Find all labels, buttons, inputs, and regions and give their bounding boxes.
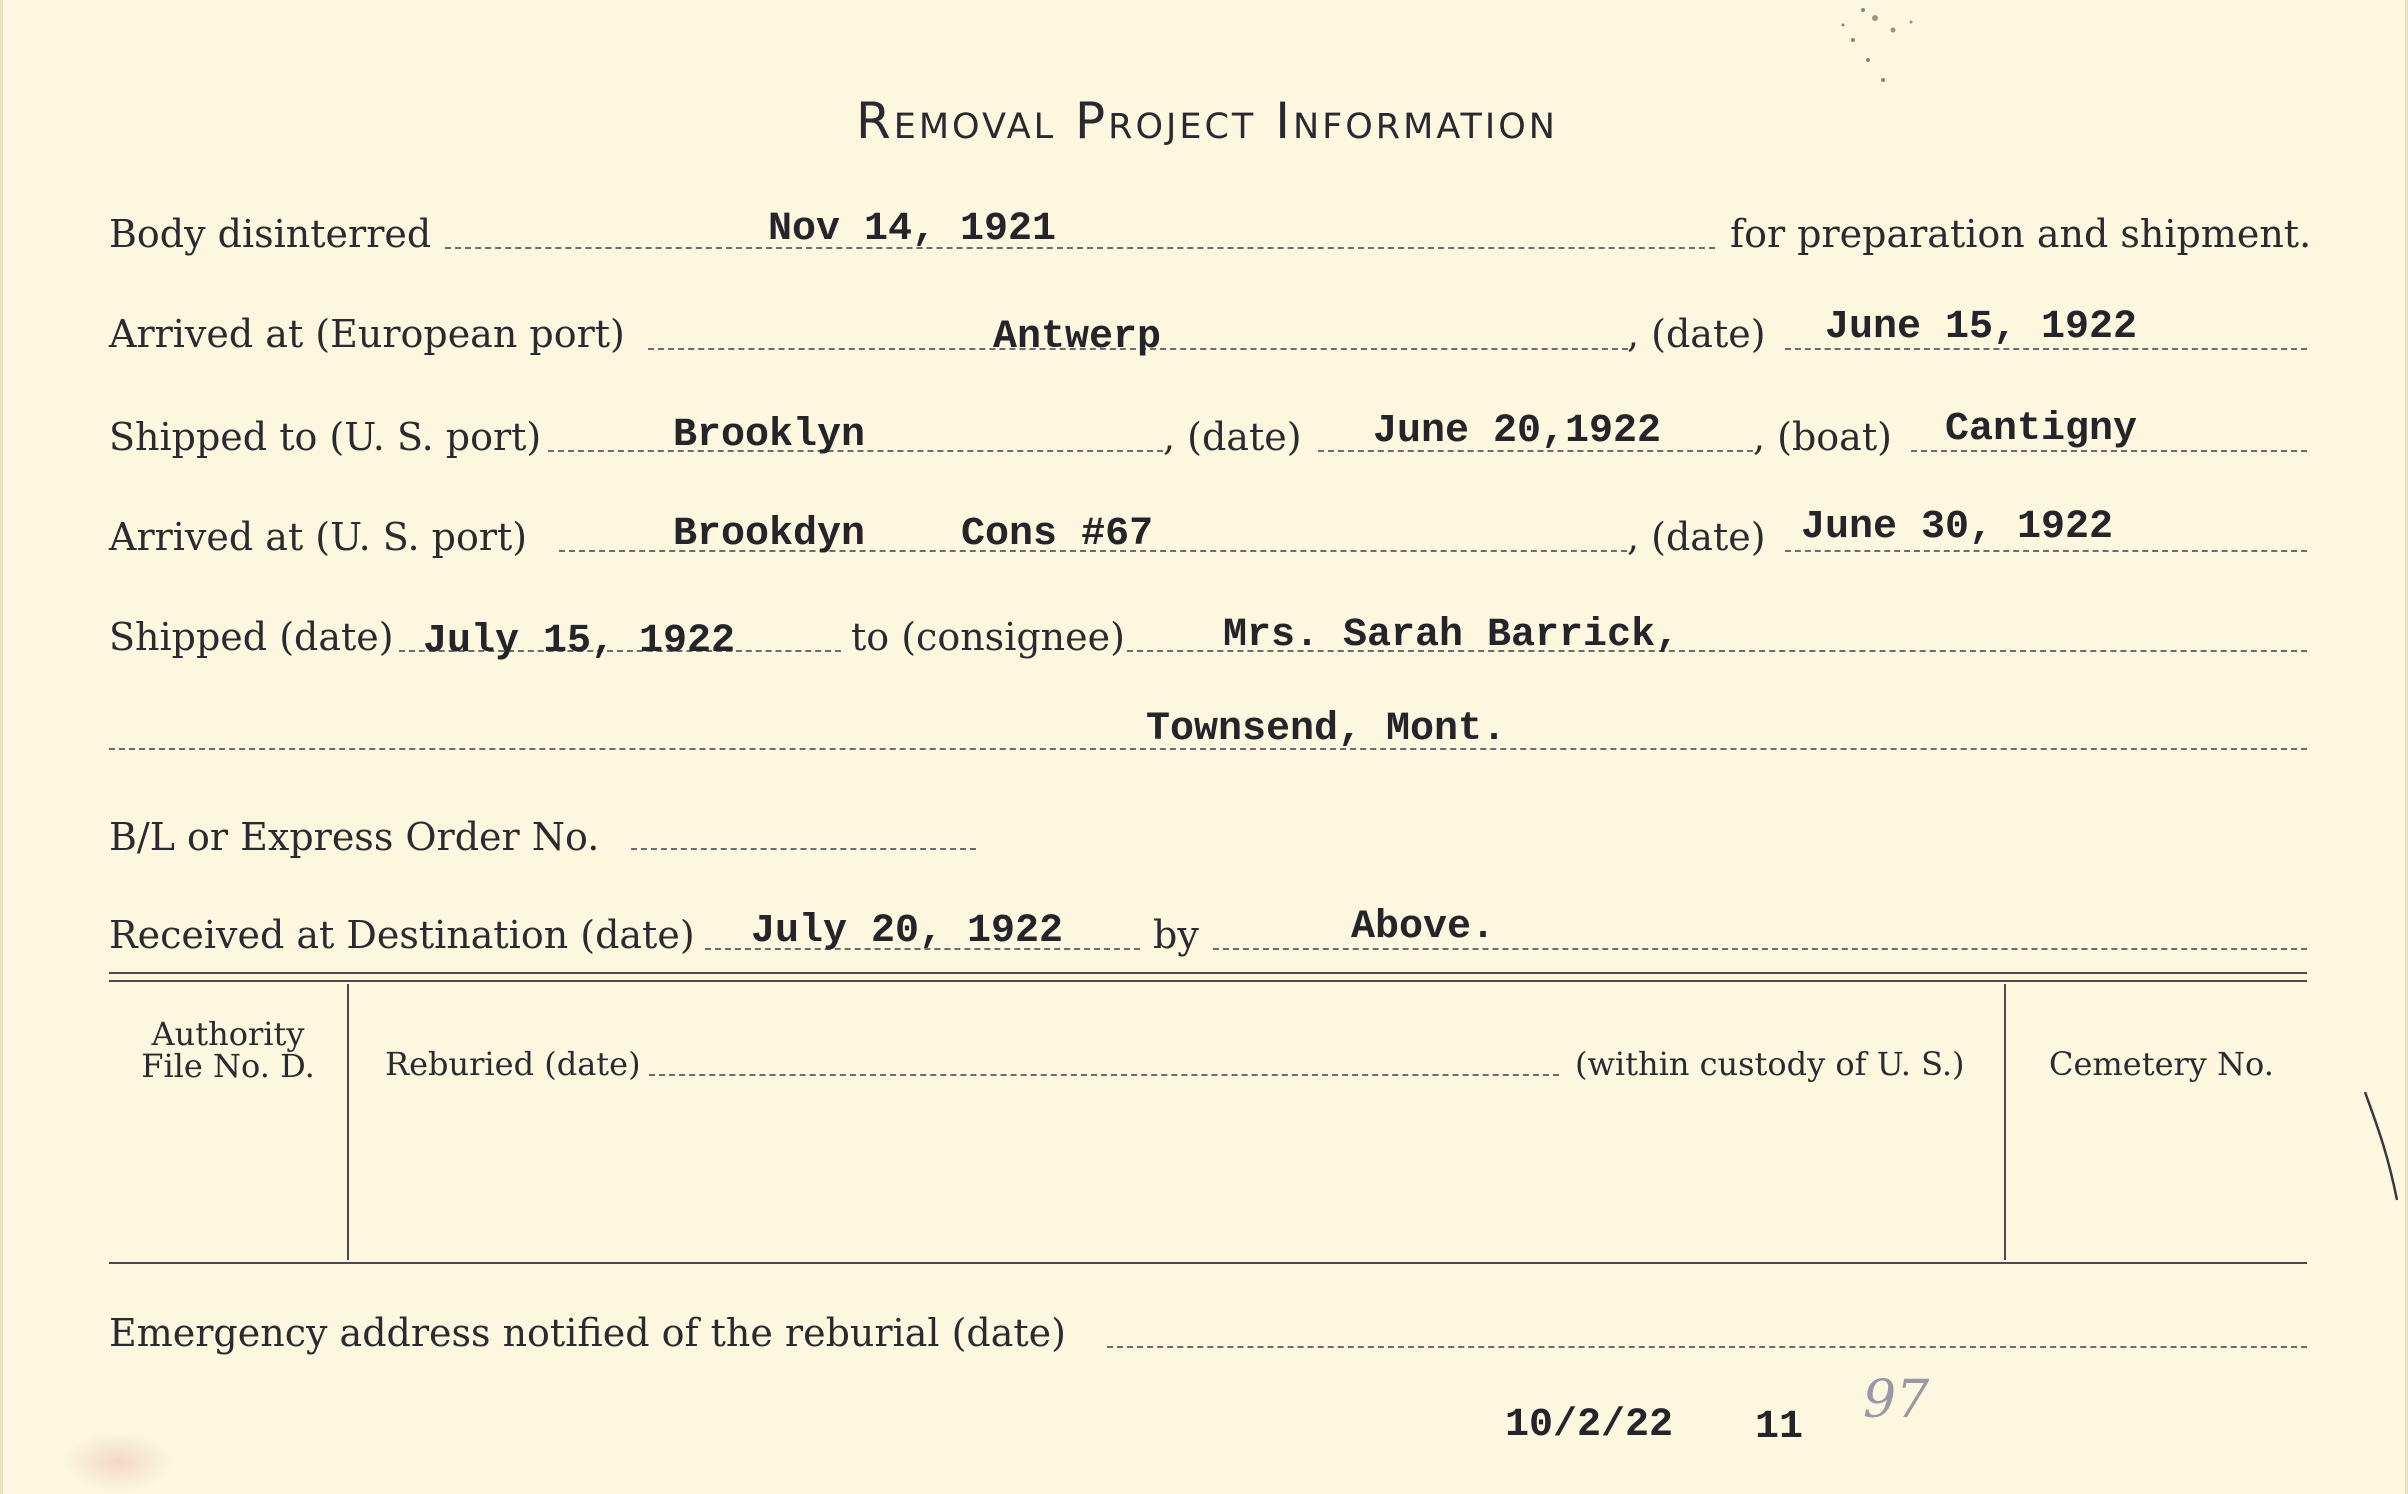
bl-order-line [631, 848, 976, 850]
received-by-label: by [1153, 913, 1199, 957]
arrived-european-label: Arrived at (European port) [109, 312, 625, 356]
form-title: Removal Project Information [856, 92, 1558, 150]
emergency-label: Emergency address notified of the reburial (date) [109, 1311, 1066, 1355]
arrived-us-date-line [1785, 550, 2307, 552]
footer-stamp-date: 10/2/22 [1505, 1403, 1674, 1448]
arrived-us-date: June 30, 1922 [1801, 505, 2114, 550]
shipped-us-date-label: , (date) [1163, 415, 1302, 459]
pencil-stroke [2361, 1090, 2401, 1210]
body-disinterred-label: Body disinterred [109, 212, 432, 256]
reburied-line [649, 1074, 1559, 1076]
file-no-label: File No. D. [141, 1047, 315, 1085]
arrived-us-date-label: , (date) [1627, 515, 1766, 559]
received-label: Received at Destination (date) [109, 913, 695, 957]
body-disinterred-suffix: for preparation and shipment. [1730, 212, 2312, 256]
received-by: Above. [1351, 905, 1496, 950]
shipped-us-date: June 20,1922 [1373, 409, 1662, 454]
arrived-european-date: June 15, 1922 [1825, 305, 2138, 350]
consignee-value: Mrs. Sarah Barrick, [1223, 613, 1680, 658]
shipped-us-label: Shipped to (U. S. port) [109, 415, 542, 459]
shipped-us-boat: Cantigny [1945, 407, 2138, 452]
custody-label: (within custody of U. S.) [1575, 1045, 1965, 1083]
pencil-annotation: 97 [1863, 1370, 1930, 1430]
double-rule-bottom [109, 980, 2307, 982]
body-disinterred-value: Nov 14, 1921 [768, 207, 1057, 252]
table-divider-left [347, 984, 349, 1260]
reburied-label: Reburied (date) [385, 1045, 641, 1083]
ink-specks [1823, 0, 1943, 90]
table-bottom-rule [109, 1262, 2307, 1264]
consignee-label: to (consignee) [851, 615, 1125, 659]
paper-stain [63, 1432, 173, 1492]
body-disinterred-line [445, 247, 1715, 249]
double-rule-top [109, 972, 2307, 974]
shipped-date-value: July 15, 1922 [423, 619, 736, 664]
arrived-european-value: Antwerp [993, 315, 1162, 360]
received-date: July 20, 1922 [751, 909, 1064, 954]
consignee-address: Townsend, Mont. [1146, 707, 1507, 752]
arrived-european-date-label: , (date) [1627, 312, 1766, 356]
arrived-us-value: Brookdyn Cons #67 [673, 512, 1154, 557]
cemetery-no-label: Cemetery No. [2049, 1045, 2274, 1083]
shipped-date-label: Shipped (date) [109, 615, 394, 659]
table-divider-right [2004, 984, 2006, 1260]
authority-label: Authority [151, 1015, 305, 1053]
bl-order-label: B/L or Express Order No. [109, 815, 600, 859]
footer-number: 11 [1755, 1405, 1804, 1450]
emergency-line [1107, 1346, 2307, 1348]
arrived-us-label: Arrived at (U. S. port) [109, 515, 528, 559]
shipped-us-value: Brooklyn [673, 413, 866, 458]
shipped-us-boat-label: , (boat) [1753, 415, 1892, 459]
